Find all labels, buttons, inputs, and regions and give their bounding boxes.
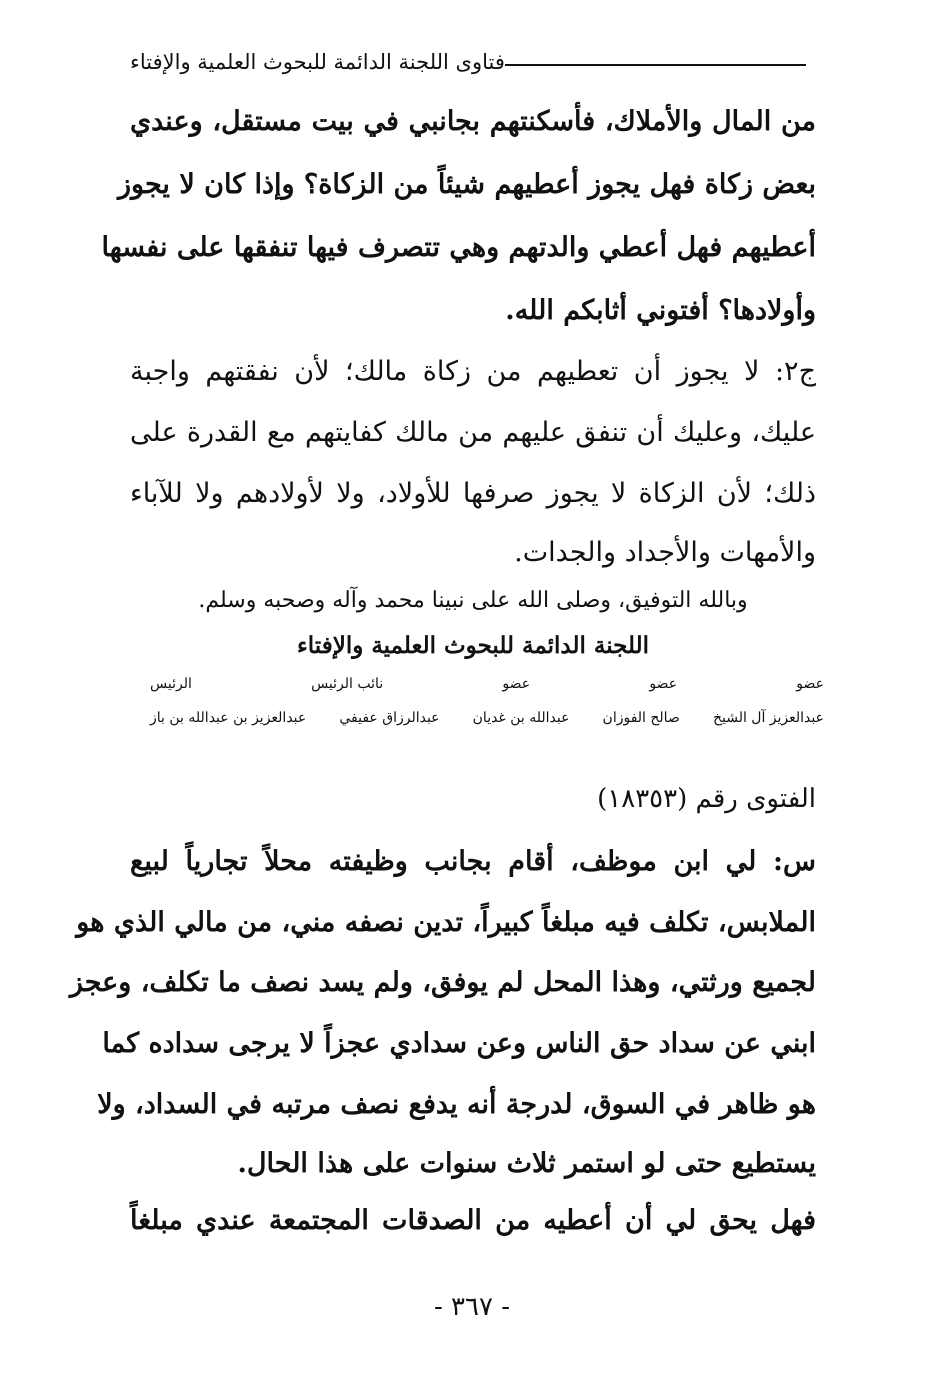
- signatory-name: عبدالرزاق عفيفي: [339, 710, 440, 726]
- question2-line: الملابس، تكلف فيه مبلغاً كبيراً، تدين نصفه مني، من مالي الذي هو: [76, 907, 816, 938]
- signatory-names: [150, 710, 824, 726]
- signatory-name: صالح الفوزان: [602, 710, 680, 726]
- question2-line: لجميع ورثتي، وهذا المحل لم يوفق، ولم يسد نصف ما تكلف، وعجز: [69, 967, 816, 998]
- signatory-name: عبدالعزيز آل الشيخ: [712, 710, 824, 726]
- closing-salutation: وبالله التوفيق، وصلى الله على نبينا محمد وآله وصحبه وسلم.: [198, 588, 748, 613]
- signatory-roles: [150, 676, 824, 692]
- answer-line: والأمهات والأجداد والجدات.: [514, 537, 816, 568]
- signatory-role: عضو: [796, 676, 824, 692]
- signatory-role: عضو: [649, 676, 678, 692]
- answer-line: ذلك؛ لأن الزكاة لا يجوز صرفها للأولاد، ولا لأولادهم ولا للآباء: [130, 478, 816, 509]
- question-line: بعض زكاة فهل يجوز أعطيهم شيئاً من الزكاة؟ وإذا كان لا يجوز: [118, 169, 816, 200]
- signatory-role: عضو: [502, 676, 531, 692]
- question2-line: يستطيع حتى لو استمر ثلاث سنوات على هذا الحال.: [237, 1148, 816, 1179]
- committee-title: اللجنة الدائمة للبحوث العلمية والإفتاء: [296, 632, 650, 659]
- fatwa-number: الفتوى رقم (١٨٣٥٣): [597, 784, 816, 814]
- page-number: - ٣٦٧ -: [433, 1292, 511, 1322]
- question-line: وأولادها؟ أفتوني أثابكم الله.: [505, 295, 816, 326]
- answer-line: ج٢: لا يجوز أن تعطيهم من زكاة مالك؛ لأن نفقتهم واجبة: [130, 356, 816, 387]
- signatory-name: عبدالعزيز بن عبدالله بن باز: [150, 710, 307, 726]
- signatory-name: عبدالله بن غديان: [472, 710, 570, 726]
- question2-continuation: فهل يحق لي أن أعطيه من الصدقات المجتمعة عندي مبلغاً: [130, 1205, 816, 1236]
- header-title: فتاوى اللجنة الدائمة للبحوث العلمية والإفتاء: [130, 50, 505, 74]
- signatory-role: نائب الرئيس: [311, 676, 384, 692]
- answer-line: عليك، وعليك أن تنفق عليهم من مالك كفايتهم مع القدرة على: [130, 417, 816, 448]
- question2-line: ابني عن سداد حق الناس وعن سدادي عجزاً لا يرجى سداده كما: [102, 1028, 816, 1059]
- running-header: [130, 50, 816, 74]
- question-line: من المال والأملاك، فأسكنتهم بجانبي في بيت مستقل، وعندي: [130, 106, 816, 137]
- question-line: أعطيهم فهل أعطي والدتهم وهي تتصرف فيها تنفقها على نفسها: [101, 232, 816, 263]
- signatory-role: الرئيس: [150, 676, 192, 692]
- question2-line: س: لي ابن موظف، أقام بجانب وظيفته محلاً تجارياً لبيع: [130, 846, 816, 877]
- question2-line: هو ظاهر في السوق، لدرجة أنه يدفع نصف مرتبه في السداد، ولا: [97, 1089, 816, 1120]
- header-rule: [505, 64, 806, 66]
